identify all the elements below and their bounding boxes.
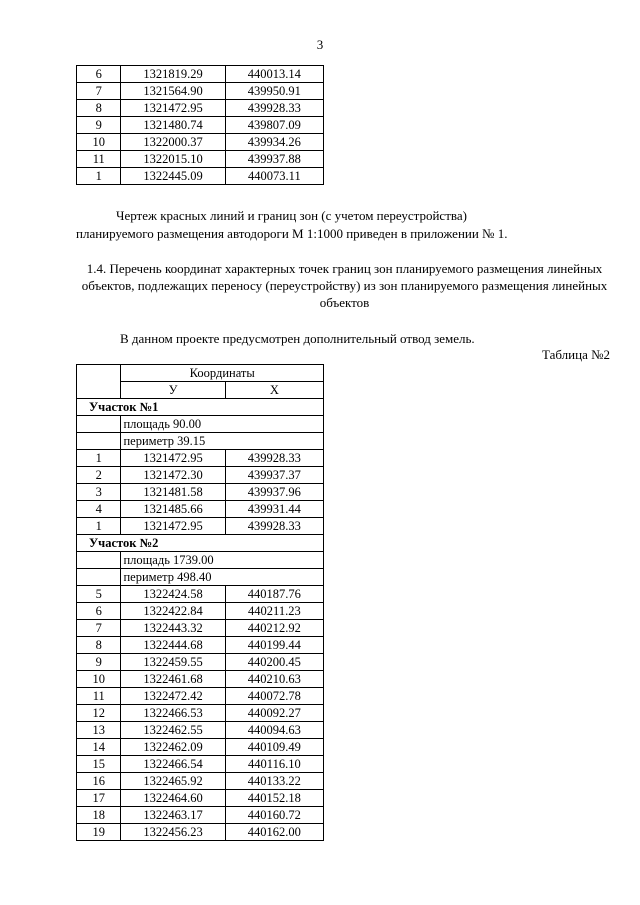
- table-row: [77, 501, 324, 518]
- coord-x: 439937.37: [225, 467, 323, 484]
- coord-x: 439931.44: [225, 501, 323, 518]
- section1-perimeter: периметр 39.15: [121, 433, 324, 450]
- coord-y: 1322443.32: [121, 620, 225, 637]
- point-number: 1: [77, 518, 121, 535]
- point-number: 3: [77, 484, 121, 501]
- coord-y: 1322015.10: [121, 151, 225, 168]
- coord-x: 440199.44: [225, 637, 323, 654]
- point-number: 4: [77, 501, 121, 518]
- coord-x: 440109.49: [225, 739, 323, 756]
- table-row: [77, 83, 324, 100]
- coord-y: 1322456.23: [121, 824, 225, 841]
- point-number: 13: [77, 722, 121, 739]
- paragraph-drawing-note: Чертеж красных линий и границ зон (с учетом переустройства): [116, 208, 467, 223]
- point-number: 17: [77, 790, 121, 807]
- table-label: Таблица №2: [541, 347, 610, 362]
- coord-y: 1321485.66: [121, 501, 225, 518]
- coord-y: 1322462.55: [121, 722, 225, 739]
- coord-y: 1321481.58: [121, 484, 225, 501]
- point-number: 7: [77, 83, 121, 100]
- section-heading: 1.4. Перечень координат характерных точек границ зон планируемого размещения линейных объектов, подлежащих переносу (переустройству) из зон планируемого размещения линейных объектов: [81, 261, 608, 310]
- coord-x: 439928.33: [225, 100, 323, 117]
- coord-x: 440094.63: [225, 722, 323, 739]
- table-row: [77, 168, 324, 185]
- coord-y: 1322462.09: [121, 739, 225, 756]
- table-row: [77, 790, 324, 807]
- point-number: 9: [77, 117, 121, 134]
- point-number: 7: [77, 620, 121, 637]
- header-empty-cell: [77, 365, 121, 399]
- coord-x: 440013.14: [225, 66, 323, 83]
- coord-x: 440133.22: [225, 773, 323, 790]
- header-y: У: [121, 382, 225, 399]
- coord-x: 440072.78: [225, 688, 323, 705]
- table-row: [77, 586, 324, 603]
- section2-perimeter-row: [77, 569, 324, 586]
- coord-x: 439937.88: [225, 151, 323, 168]
- coord-y: 1322472.42: [121, 688, 225, 705]
- table-row: [77, 603, 324, 620]
- coord-x: 440162.00: [225, 824, 323, 841]
- coord-x: 439937.96: [225, 484, 323, 501]
- point-number: 11: [77, 688, 121, 705]
- table-row: [77, 739, 324, 756]
- table-row: [77, 151, 324, 168]
- section1-perimeter-row: [77, 433, 324, 450]
- table-row: [77, 773, 324, 790]
- table-row: [77, 134, 324, 151]
- point-number: 10: [77, 671, 121, 688]
- coord-x: 439928.33: [225, 450, 323, 467]
- point-number: 11: [77, 151, 121, 168]
- point-number: 18: [77, 807, 121, 824]
- coord-y: 1322461.68: [121, 671, 225, 688]
- coord-x: 439934.26: [225, 134, 323, 151]
- coord-y: 1322466.54: [121, 756, 225, 773]
- coord-y: 1321472.95: [121, 100, 225, 117]
- section2-body: [77, 586, 324, 841]
- table-row: [77, 671, 324, 688]
- point-number: 6: [77, 603, 121, 620]
- coord-x: 439950.91: [225, 83, 323, 100]
- page-number: 3: [316, 37, 324, 52]
- header-coords: Координаты: [121, 365, 324, 382]
- table-row: [77, 467, 324, 484]
- coord-x: 440200.45: [225, 654, 323, 671]
- point-number: 2: [77, 467, 121, 484]
- table-row: [77, 518, 324, 535]
- section2-area: площадь 1739.00: [121, 552, 324, 569]
- coord-y: 1321472.95: [121, 518, 225, 535]
- table-row: [77, 100, 324, 117]
- point-number: 1: [77, 450, 121, 467]
- point-number: 15: [77, 756, 121, 773]
- table-row: [77, 722, 324, 739]
- point-number: 16: [77, 773, 121, 790]
- coord-y: 1322424.58: [121, 586, 225, 603]
- point-number: 10: [77, 134, 121, 151]
- coord-y: 1322445.09: [121, 168, 225, 185]
- table-row: [77, 688, 324, 705]
- coord-x: 440210.63: [225, 671, 323, 688]
- coord-y: 1322444.68: [121, 637, 225, 654]
- table-row: [77, 450, 324, 467]
- table1-body: [77, 66, 324, 185]
- paragraph-drawing-note-cont: планируемого размещения автодороги М 1:1000 приведен в приложении № 1.: [76, 226, 508, 241]
- coord-y: 1322464.60: [121, 790, 225, 807]
- table-row: [77, 637, 324, 654]
- table-row: [77, 484, 324, 501]
- coord-x: 440187.76: [225, 586, 323, 603]
- coord-y: 1321472.95: [121, 450, 225, 467]
- coord-x: 439928.33: [225, 518, 323, 535]
- coord-y: 1322463.17: [121, 807, 225, 824]
- point-number: 1: [77, 168, 121, 185]
- coord-y: 1322466.53: [121, 705, 225, 722]
- table-row: [77, 117, 324, 134]
- section1-title: Участок №1: [77, 399, 324, 416]
- point-number: 12: [77, 705, 121, 722]
- coordinates-table-top: [76, 65, 324, 185]
- point-number: 14: [77, 739, 121, 756]
- table-row: [77, 824, 324, 841]
- table-row: [77, 756, 324, 773]
- section2-title-row: [77, 535, 324, 552]
- point-number: 19: [77, 824, 121, 841]
- coord-y: 1322000.37: [121, 134, 225, 151]
- section2-area-row: [77, 552, 324, 569]
- coord-x: 440211.23: [225, 603, 323, 620]
- table-row: [77, 654, 324, 671]
- point-number: 5: [77, 586, 121, 603]
- coord-y: 1321472.30: [121, 467, 225, 484]
- coord-y: 1322465.92: [121, 773, 225, 790]
- coord-y: 1321819.29: [121, 66, 225, 83]
- coord-x: 440073.11: [225, 168, 323, 185]
- coordinates-table-2: [76, 364, 324, 841]
- coord-x: 439807.09: [225, 117, 323, 134]
- point-number: 9: [77, 654, 121, 671]
- header-x: Х: [225, 382, 323, 399]
- point-number: 8: [77, 100, 121, 117]
- table-header-row: [77, 365, 324, 382]
- section2-title: Участок №2: [77, 535, 324, 552]
- coord-x: 440116.10: [225, 756, 323, 773]
- section1-area-row: [77, 416, 324, 433]
- table-row: [77, 705, 324, 722]
- section2-perimeter: периметр 498.40: [121, 569, 324, 586]
- coord-x: 440160.72: [225, 807, 323, 824]
- coord-y: 1321564.90: [121, 83, 225, 100]
- section1-title-row: [77, 399, 324, 416]
- coord-x: 440152.18: [225, 790, 323, 807]
- section1-area: площадь 90.00: [121, 416, 324, 433]
- table-row: [77, 66, 324, 83]
- section1-body: [77, 450, 324, 535]
- coord-y: 1322459.55: [121, 654, 225, 671]
- table-row: [77, 620, 324, 637]
- coord-x: 440212.92: [225, 620, 323, 637]
- coord-y: 1322422.84: [121, 603, 225, 620]
- point-number: 8: [77, 637, 121, 654]
- coord-y: 1321480.74: [121, 117, 225, 134]
- paragraph-additional-land: В данном проекте предусмотрен дополнительный отвод земель.: [120, 331, 475, 346]
- coord-x: 440092.27: [225, 705, 323, 722]
- point-number: 6: [77, 66, 121, 83]
- table-row: [77, 807, 324, 824]
